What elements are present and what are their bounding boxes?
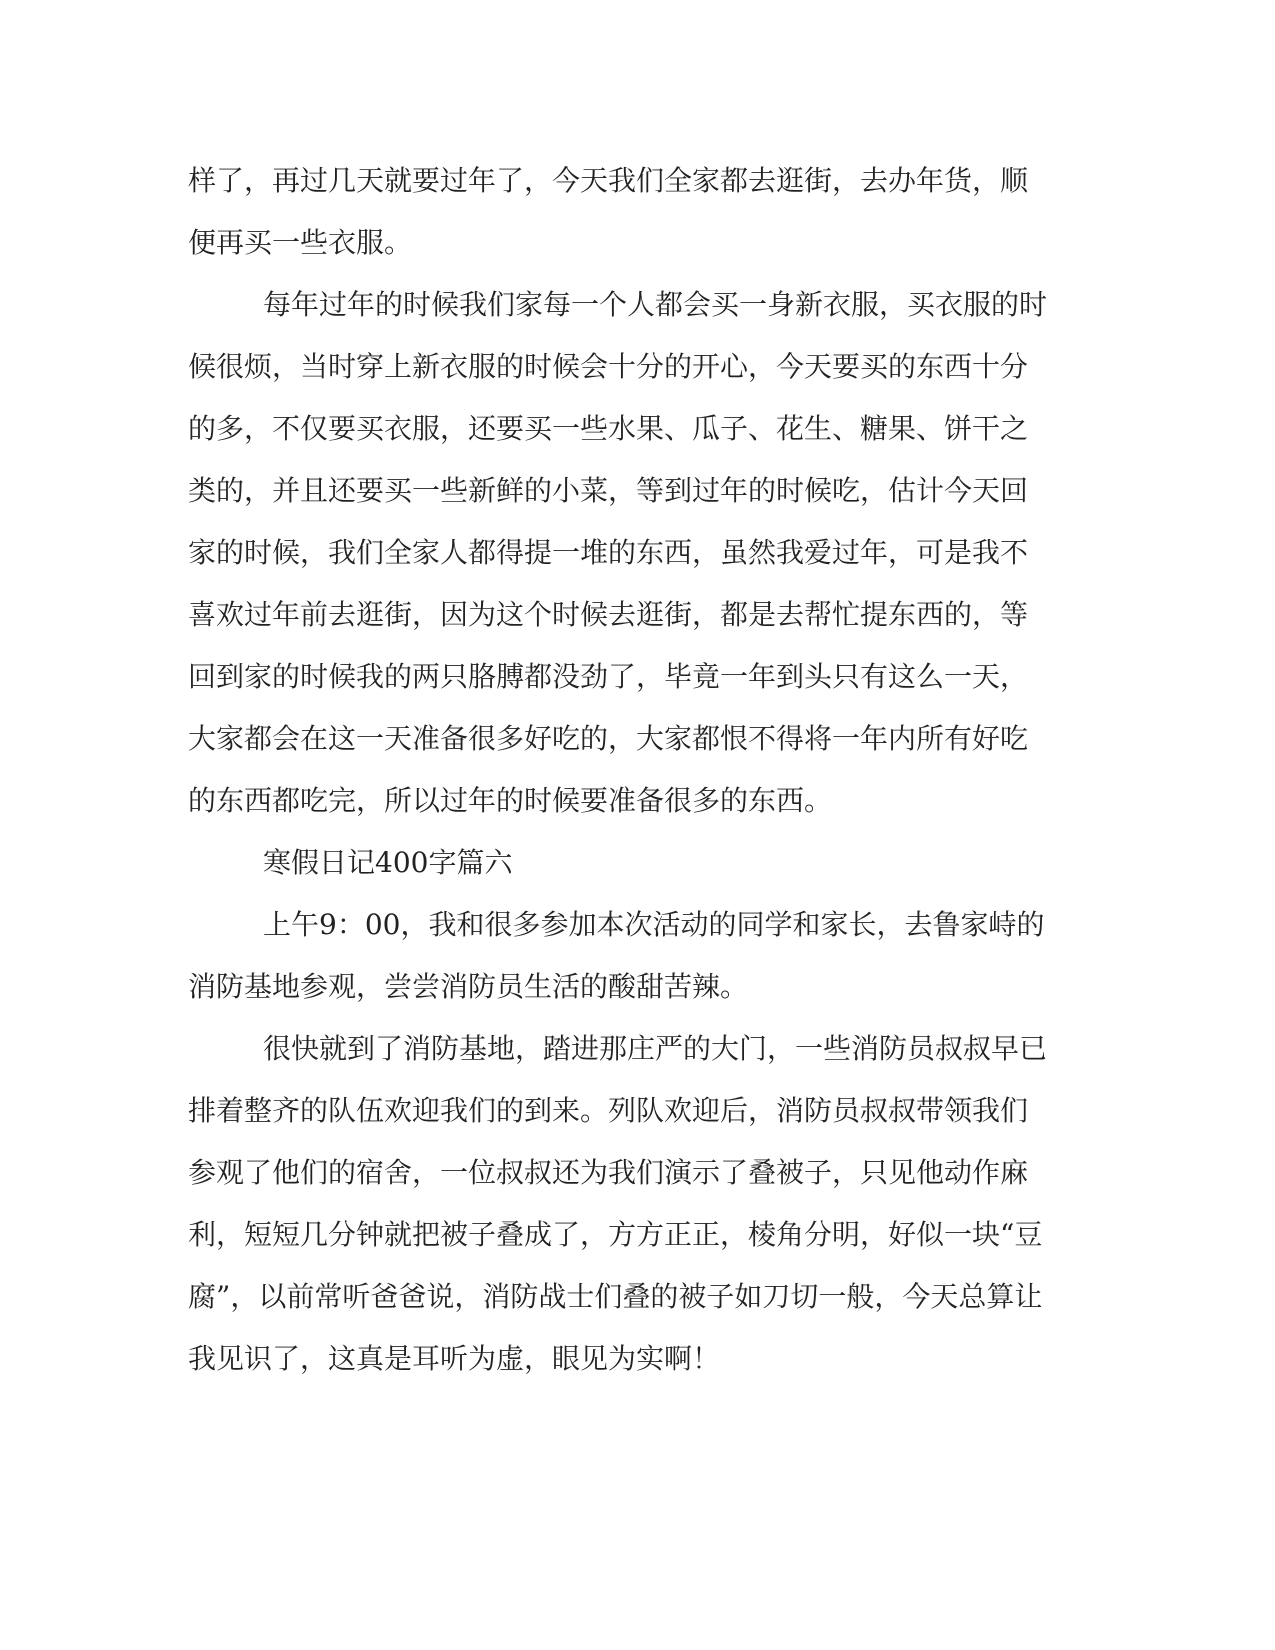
text-line: 大家都会在这一天准备很多好吃的，大家都恨不得将一年内所有好吃: [188, 722, 1029, 755]
text-line: 候很烦，当时穿上新衣服的时候会十分的开心，今天要买的东西十分: [188, 350, 1029, 383]
text-line: 的多，不仅要买衣服，还要买一些水果、瓜子、花生、糖果、饼干之: [188, 412, 1029, 445]
text-line: 利，短短几分钟就把被子叠成了，方方正正，棱角分明，好似一块“豆: [188, 1218, 1043, 1251]
paragraph-first-line: 每年过年的时候我们家每一个人都会买一身新衣服，买衣服的时: [263, 288, 1048, 321]
text-line: 便再买一些衣服。: [188, 226, 413, 259]
text-line: 的东西都吃完，所以过年的时候要准备很多的东西。: [188, 784, 833, 817]
text-line: 参观了他们的宿舍，一位叔叔还为我们演示了叠被子，只见他动作麻: [188, 1156, 1029, 1189]
text-line: 消防基地参观，尝尝消防员生活的酸甜苦辣。: [188, 970, 749, 1003]
text-line: 腐”，以前常听爸爸说，消防战士们叠的被子如刀切一般，今天总算让: [188, 1280, 1043, 1313]
text-line: 家的时候，我们全家人都得提一堆的东西，虽然我爱过年，可是我不: [188, 536, 1029, 569]
text-line: 排着整齐的队伍欢迎我们的到来。列队欢迎后，消防员叔叔带领我们: [188, 1094, 1029, 1127]
paragraph-first-line: 上午9：00，我和很多参加本次活动的同学和家长，去鲁家峙的: [263, 908, 1045, 941]
text-line: 我见识了，这真是耳听为虚，眼见为实啊！: [188, 1342, 721, 1375]
paragraph-first-line: 很快就到了消防基地，踏进那庄严的大门，一些消防员叔叔早已: [263, 1032, 1048, 1065]
text-line: 回到家的时候我的两只胳膊都没劲了，毕竟一年到头只有这么一天，: [188, 660, 1029, 693]
document-body: [188, 150, 1058, 1390]
text-line: 样了，再过几天就要过年了，今天我们全家都去逛街，去办年货，顺: [188, 164, 1029, 197]
section-heading: 寒假日记400字篇六: [263, 846, 513, 879]
text-line: 喜欢过年前去逛街，因为这个时候去逛街，都是去帮忙提东西的，等: [188, 598, 1029, 631]
text-line: 类的，并且还要买一些新鲜的小菜，等到过年的时候吃，估计今天回: [188, 474, 1029, 507]
